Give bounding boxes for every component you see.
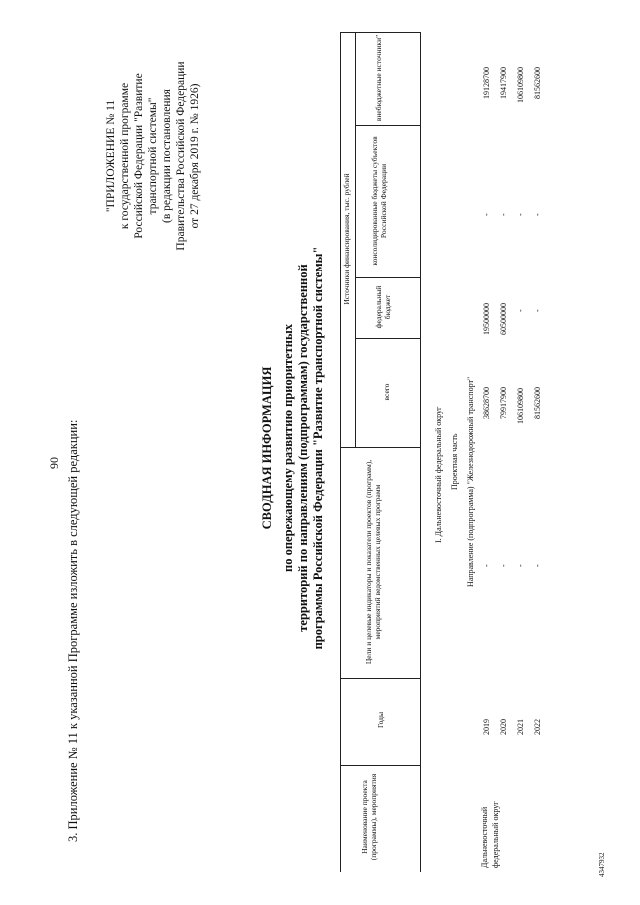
year-cell: 2021 bbox=[516, 719, 525, 735]
total-cell: 106109800 bbox=[516, 388, 525, 424]
extra-cell: 19128700 bbox=[482, 67, 491, 99]
regional-cell: - bbox=[516, 213, 525, 216]
table-border-top bbox=[340, 32, 341, 872]
appendix-line: к государственной программе bbox=[119, 82, 131, 230]
col-divider bbox=[340, 765, 421, 766]
total-cell: 79917900 bbox=[499, 387, 508, 419]
project-name: Дальневосточный bbox=[480, 806, 489, 868]
goal-cell: - bbox=[482, 564, 491, 567]
goal-cell: - bbox=[516, 564, 525, 567]
table-border-right bbox=[340, 32, 421, 33]
federal-cell: - bbox=[516, 309, 525, 312]
appendix-line: (в редакции постановления bbox=[161, 89, 173, 223]
col-divider bbox=[340, 678, 421, 679]
goal-cell: - bbox=[533, 564, 542, 567]
section-title: I. Дальневосточный федеральный округ bbox=[434, 406, 443, 543]
intro-text: 3. Приложение № 11 к указанной Программе изложить в следующей редакции: bbox=[66, 419, 80, 842]
goal-cell: - bbox=[499, 564, 508, 567]
header-goals: Цели и целевые индикаторы и показатели проектов (программ), мероприятий ведомственных целевых программ bbox=[364, 459, 382, 665]
subsection-title: Проектная часть bbox=[450, 433, 459, 490]
header-name: Наименование проекта (программы), мероприятия bbox=[360, 773, 378, 861]
appendix-line: от 27 декабря 2019 г. № 1926) bbox=[189, 83, 201, 229]
page-number: 90 bbox=[47, 457, 61, 469]
regional-cell: - bbox=[533, 213, 542, 216]
header-extra: внебюджетные источники" bbox=[374, 34, 383, 122]
year-cell: 2020 bbox=[499, 719, 508, 735]
title-line: территорий по направлениям (подпрограммам) государственной bbox=[296, 264, 310, 632]
header-sources: Источники финансирования, тыс. рублей bbox=[342, 173, 351, 305]
total-cell: 38628700 bbox=[482, 387, 491, 419]
title-heading: СВОДНАЯ ИНФОРМАЦИЯ bbox=[260, 366, 274, 530]
federal-cell: - bbox=[533, 309, 542, 312]
federal-cell: 19500000 bbox=[482, 303, 491, 335]
extra-cell: 19417900 bbox=[499, 67, 508, 99]
extra-cell: 81562600 bbox=[533, 67, 542, 99]
header-federal: федеральный бюджет bbox=[374, 285, 392, 329]
header-years: Годы bbox=[376, 711, 385, 729]
col-divider bbox=[355, 338, 421, 339]
project-name: федеральный округ bbox=[491, 801, 500, 868]
direction-title: Направление (подпрограмма) "Железнодорожный транспорт" bbox=[466, 376, 475, 587]
regional-cell: - bbox=[499, 213, 508, 216]
header-regional: консолидированные бюджеты субъектов Российской Федерации bbox=[370, 136, 388, 266]
extra-cell: 106109800 bbox=[516, 67, 525, 103]
col-divider bbox=[340, 447, 421, 448]
appendix-line: Правительства Российской Федерации bbox=[175, 61, 187, 251]
document-title bbox=[260, 198, 326, 698]
appendix-block bbox=[104, 40, 202, 272]
col-divider bbox=[355, 125, 421, 126]
sources-subheader-divider bbox=[355, 32, 356, 447]
year-cell: 2019 bbox=[482, 719, 491, 735]
regional-cell: - bbox=[482, 213, 491, 216]
appendix-line: Российской Федерации "Развитие bbox=[133, 73, 145, 239]
title-line: по опережающему развитию приоритетных bbox=[281, 324, 295, 572]
total-cell: 81562600 bbox=[533, 387, 542, 419]
header-total: всего bbox=[382, 383, 391, 401]
federal-cell: 60500000 bbox=[499, 303, 508, 335]
title-line: программы Российской Федерации "Развитие транспортной системы" bbox=[311, 246, 325, 650]
appendix-line: транспортной системы" bbox=[147, 97, 159, 215]
appendix-line: "ПРИЛОЖЕНИЕ № 11 bbox=[105, 99, 117, 213]
year-cell: 2022 bbox=[533, 719, 542, 735]
table-header-divider bbox=[420, 32, 421, 872]
document-code: 4347932 bbox=[598, 852, 606, 877]
